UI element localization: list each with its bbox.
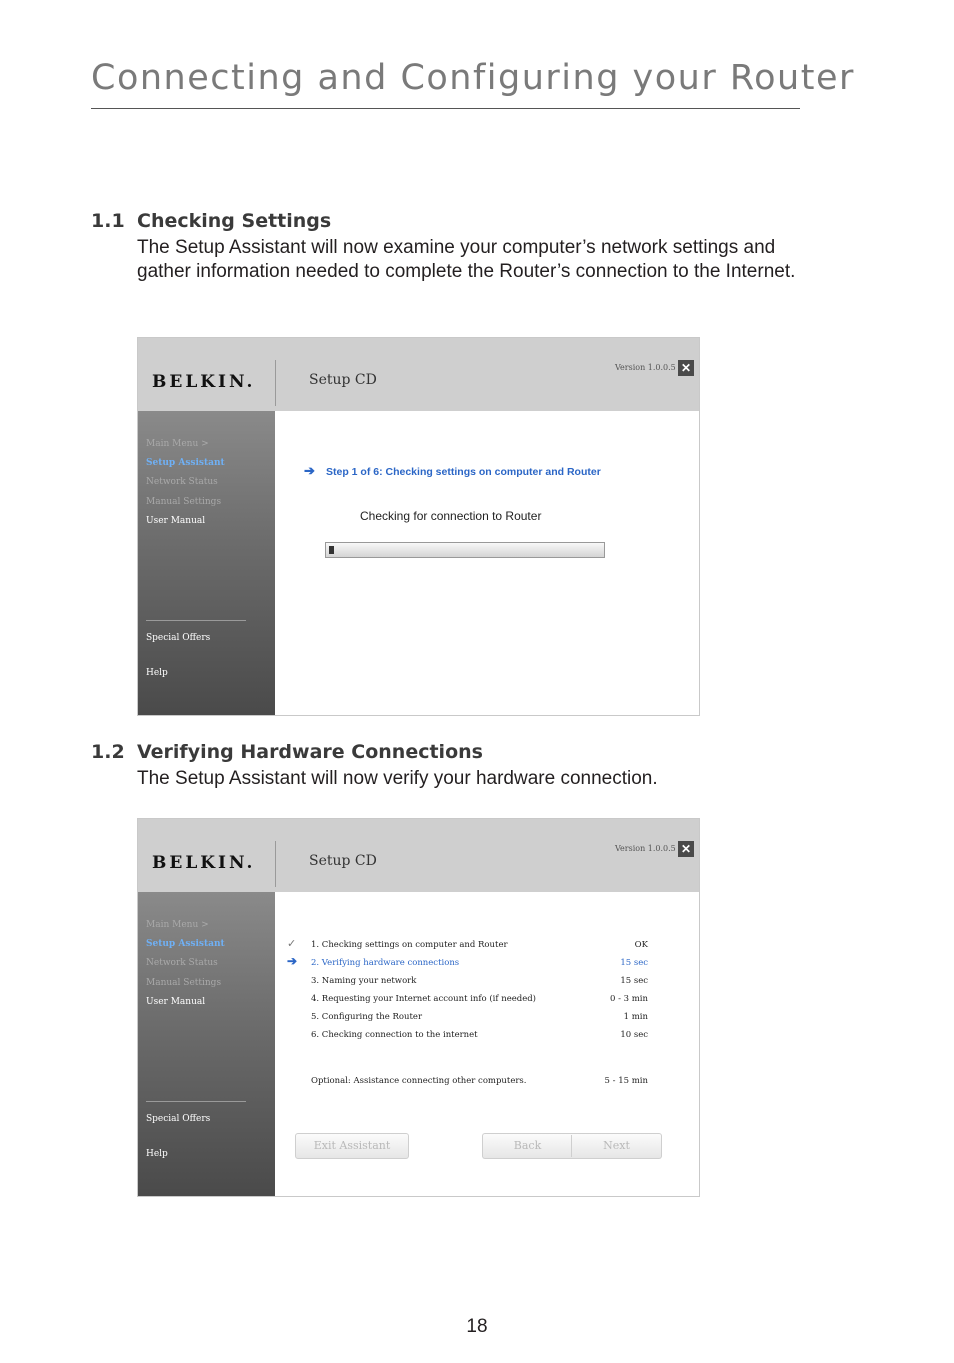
content-area [275,411,699,715]
sidebar [138,892,275,1196]
window-header [138,338,699,411]
step-time: 0 - 3 min [609,994,648,1004]
sidebar-item-main-menu[interactable]: Main Menu > [146,920,209,930]
status-text: Checking for connection to Router [360,509,542,523]
sidebar-item-user-manual[interactable]: User Manual [146,997,206,1007]
content-area [275,892,699,1196]
step-row-current [311,958,648,974]
section-1-title: Checking Settings [137,210,332,232]
step-row [311,1030,648,1046]
optional-label: Optional: Assistance connecting other computers. [311,1076,527,1086]
sidebar-item-special-offers[interactable]: Special Offers [146,1114,211,1124]
sidebar-divider [146,1101,246,1102]
close-icon[interactable]: ✕ [678,841,694,857]
step-time: 15 sec [620,958,648,968]
step-row [311,976,648,992]
step-label: 6. Checking connection to the internet [311,1030,478,1040]
step-label: 4. Requesting your Internet account info (if needed) [311,994,537,1004]
step-time: OK [634,940,648,950]
close-icon[interactable]: ✕ [678,360,694,376]
sidebar-item-setup-assistant[interactable]: Setup Assistant [146,458,225,468]
sidebar-item-manual-settings[interactable]: Manual Settings [146,497,222,507]
step-time: 15 sec [620,976,648,986]
step-row [311,940,648,956]
header-divider [275,360,276,406]
step-time: 10 sec [620,1030,648,1040]
version-label: Version 1.0.0.5 [615,844,676,853]
step-label: 5. Configuring the Router [311,1012,423,1022]
sidebar-divider [146,620,246,621]
page-title: Connecting and Configuring your Router [91,58,855,98]
step-time: 1 min [623,1012,648,1022]
sidebar-item-manual-settings[interactable]: Manual Settings [146,978,222,988]
step-label: 2. Verifying hardware connections [311,958,460,968]
optional-row [311,1076,648,1092]
step-label: 3. Naming your network [311,976,417,986]
optional-time: 5 - 15 min [604,1076,648,1086]
back-button[interactable]: Back [482,1133,572,1159]
checkmark-icon: ✓ [287,938,297,950]
page-number: 18 [466,1316,488,1337]
section-2-title: Verifying Hardware Connections [137,741,483,763]
sidebar-item-help[interactable]: Help [146,1149,168,1159]
window-header [138,819,699,892]
header-divider [275,841,276,887]
section-1-number: 1.1 [91,210,125,232]
sidebar-item-network-status[interactable]: Network Status [146,958,218,968]
step-indicator: Step 1 of 6: Checking settings on computer and Router [326,466,601,478]
exit-assistant-button[interactable]: Exit Assistant [295,1133,409,1159]
progress-fill [329,546,334,554]
sidebar-item-setup-assistant[interactable]: Setup Assistant [146,939,225,949]
section-2-body: The Setup Assistant will now verify your hardware connection. [137,768,658,789]
belkin-logo: BELKIN. [152,853,256,873]
sidebar-item-special-offers[interactable]: Special Offers [146,633,211,643]
progress-bar [325,542,605,558]
sidebar-item-main-menu[interactable]: Main Menu > [146,439,209,449]
belkin-logo: BELKIN. [152,372,256,392]
setup-window-checking [137,337,700,716]
setup-window-verifying [137,818,700,1197]
version-label: Version 1.0.0.5 [615,363,676,372]
step-row [311,1012,648,1028]
arrow-right-icon: ➔ [287,954,298,968]
section-1-body: The Setup Assistant will now examine your computer’s network settings and gather information needed to complete the Router’s connection to the Internet. [137,237,796,282]
sidebar-item-user-manual[interactable]: User Manual [146,516,206,526]
app-name: Setup CD [309,372,377,388]
step-row [311,994,648,1010]
sidebar [138,411,275,715]
app-name: Setup CD [309,853,377,869]
sidebar-item-help[interactable]: Help [146,668,168,678]
next-button[interactable]: Next [572,1133,662,1159]
sidebar-item-network-status[interactable]: Network Status [146,477,218,487]
arrow-right-icon: ➔ [304,463,315,478]
title-rule [91,108,800,109]
section-2-number: 1.2 [91,741,125,763]
step-label: 1. Checking settings on computer and Router [311,940,508,950]
